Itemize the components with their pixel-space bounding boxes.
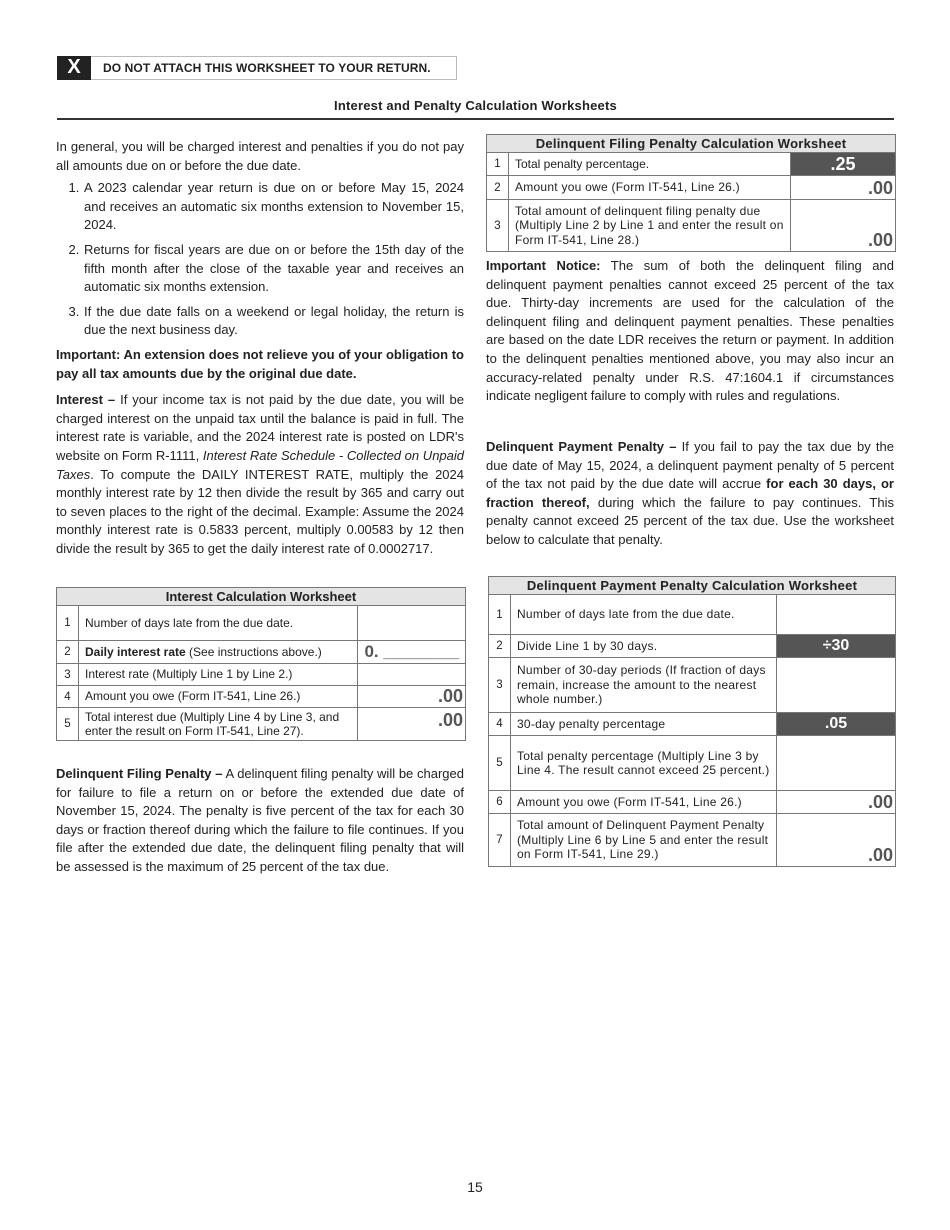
total-penalty-percentage-input[interactable] (777, 736, 896, 791)
line-label: Total penalty percentage (Multiply Line 3 by Line 4. The result cannot exceed 25 percent.) (511, 736, 777, 791)
line-number: 2 (487, 176, 509, 200)
amount-owed-input[interactable]: .00 (791, 176, 896, 200)
important-extension-note: Important: An extension does not relieve you of your obligation to pay all tax amounts due by the original due date. (56, 346, 464, 381)
table-row (489, 736, 896, 791)
dfp-text: A delinquent filing penalty will be charged for failure to file a return on or before the extended due date of November 15, 2024. The penalty is five percent of the tax for each 30 days or fraction thereof during which the failure to file continues. If you file after the extended due date, the delinquent filing penalty that will be assessed is the maximum of 25 percent of the tax due. (56, 766, 464, 874)
title-divider (57, 118, 894, 120)
penalty-percentage-value: .25 (791, 153, 896, 176)
left-column (56, 138, 464, 566)
list-item: 3. If the due date falls on a weekend or legal holiday, the return is due the next business day. (83, 303, 464, 340)
list-item: 1. A 2023 calendar year return is due on or before May 15, 2024 and receives an automatic six months extension to November 15, 2024. (83, 179, 464, 235)
line-number: 2 (57, 641, 79, 664)
line-label: Interest rate (Multiply Line 1 by Line 2.) (78, 664, 357, 686)
list-item: 2. Returns for fiscal years are due on or before the 15th day of the fifth month after the close of the taxable year and receives an automatic six months extension. (83, 241, 464, 297)
notice-heading: Important Notice: (486, 258, 601, 273)
amount-owed-input[interactable]: .00 (777, 791, 896, 814)
dpp-text-a: If you fail to pay the tax due by the due date of May 15, 2024, a delinquent payment penalty of 5 percent of the tax not paid by the due date will accrue (486, 439, 894, 492)
line-label: Total interest due (Multiply Line 4 by Line 3, and enter the result on Form IT-541, Line 27). (78, 708, 357, 741)
interest-calculation-worksheet (56, 587, 466, 741)
line-number: 1 (489, 595, 511, 635)
table-row (489, 713, 896, 736)
due-date-list (56, 179, 464, 340)
table-row (57, 708, 466, 741)
page-number: 15 (467, 1179, 483, 1195)
table-row (489, 595, 896, 635)
line-label: Total amount of delinquent filing penalty due (Multiply Line 2 by Line 1 and enter the result on Form IT-541, Line 28.) (509, 200, 791, 252)
line-label: Total penalty percentage. (509, 153, 791, 176)
interest-paragraph (56, 391, 464, 558)
interest-text-b: . To compute the DAILY INTEREST RATE, multiply the 2024 monthly interest rate by 12 then divide the result by 365 and carry out to seven places to the right of the decimal. Example: Assume the 2024 monthly interest rate is 0.5833 percent, multiply 0.00583 by 12 then divide the result by 365 to get the daily interest rate of 0.0002717. (56, 466, 464, 556)
table-row (489, 635, 896, 658)
dpp-heading: Delinquent Payment Penalty – (486, 439, 677, 454)
banner-text: DO NOT ATTACH THIS WORKSHEET TO YOUR RETURN. (103, 61, 431, 75)
line-label: Number of 30-day periods (If fraction of days remain, increase the amount to the nearest whole number.) (511, 658, 777, 713)
intro-paragraph: In general, you will be charged interest and penalties if you do not pay all amounts due on or before the due date. (56, 139, 464, 173)
periods-input[interactable] (777, 658, 896, 713)
table-row (57, 606, 466, 641)
line-label: Number of days late from the due date. (78, 606, 357, 641)
line-label-bold: Daily interest rate (84, 644, 186, 659)
amount-owed-input[interactable]: .00 (358, 686, 466, 708)
thirty-day-percentage-value: .05 (777, 713, 896, 736)
line-number: 7 (489, 814, 511, 867)
line-number: 2 (489, 635, 511, 658)
notice-text: The sum of both the delinquent filing and delinquent payment penalties cannot exceed 25 percent of the tax due. Thirty-day increments are used for the calculation of the delinquent filing and delinquent payment penalties. These penalties are based on the date LDR receives the return or payment. In addition to the delinquent penalties mentioned above, you may also incur an accuracy-related penalty under R.S. 47:1604.1 if circumstances indicate negligent failure to comply with rules and regulations. (486, 258, 894, 404)
interest-text-a: If your income tax is not paid by the due date, you will be charged interest on the unpaid tax until the balance is paid in full. The interest rate is variable, and the 2024 interest rate is posted on LDR's website on Form R-1111, (56, 392, 464, 463)
line-label: Number of days late from the due date. (511, 595, 777, 635)
dpp-text-b: during which the failure to pay continues. This penalty cannot exceed 25 percent of the tax due. Use the worksheet below to calculate that penalty. (486, 494, 894, 547)
table-row (487, 153, 896, 176)
important-notice-paragraph (486, 257, 894, 406)
line-label: Divide Line 1 by 30 days. (511, 635, 777, 658)
table-row (57, 686, 466, 708)
line-number: 3 (489, 658, 511, 713)
line-label: Amount you owe (Form IT-541, Line 26.) (511, 791, 777, 814)
table-row (489, 791, 896, 814)
dfp-heading: Delinquent Filing Penalty – (56, 766, 223, 781)
line-label: Amount you owe (Form IT-541, Line 26.) (509, 176, 791, 200)
delinquent-filing-penalty-worksheet (486, 134, 896, 252)
worksheet-title: Interest Calculation Worksheet (57, 588, 466, 606)
line-label: Total amount of Delinquent Payment Penalty (Multiply Line 6 by Line 5 and enter the result on Form IT-541, Line 29.) (511, 814, 777, 867)
delinquent-payment-penalty-worksheet (488, 576, 896, 867)
interest-heading: Interest – (56, 392, 116, 408)
line-label (78, 641, 357, 664)
filing-penalty-due-input[interactable]: .00 (791, 200, 896, 252)
days-late-input[interactable] (358, 606, 466, 641)
line-label-rest: (See instructions above.) (185, 644, 322, 659)
x-mark-icon: X (57, 56, 91, 80)
table-row (487, 200, 896, 252)
dpp-bold: for each 30 days, or fraction thereof, (486, 476, 894, 510)
total-interest-input[interactable]: .00 (358, 708, 466, 741)
line-number: 6 (489, 791, 511, 814)
table-row (489, 814, 896, 867)
line-number: 1 (487, 153, 509, 176)
interest-form-title: Interest Rate Schedule - Collected on Unpaid Taxes (56, 447, 464, 482)
table-row (487, 176, 896, 200)
do-not-attach-banner (57, 56, 457, 80)
line-number: 3 (487, 200, 509, 252)
line-number: 5 (489, 736, 511, 791)
line-number: 4 (489, 713, 511, 736)
line-number: 4 (57, 686, 79, 708)
page-title: Interest and Penalty Calculation Worksheets (334, 98, 617, 113)
line-number: 3 (57, 664, 79, 686)
worksheet-title: Delinquent Filing Penalty Calculation Worksheet (487, 135, 896, 153)
line-number: 5 (57, 708, 79, 741)
line-label: 30-day penalty percentage (511, 713, 777, 736)
daily-interest-rate-input[interactable]: 0. ________ (358, 641, 466, 664)
worksheet-title: Delinquent Payment Penalty Calculation Worksheet (489, 577, 896, 595)
line-label: Amount you owe (Form IT-541, Line 26.) (78, 686, 357, 708)
days-late-input[interactable] (777, 595, 896, 635)
table-row (489, 658, 896, 713)
line-number: 1 (57, 606, 79, 641)
table-row (57, 641, 466, 664)
payment-penalty-total-input[interactable]: .00 (777, 814, 896, 867)
divide-by-30-value: ÷30 (777, 635, 896, 658)
delinquent-filing-paragraph (56, 765, 464, 877)
table-row (57, 664, 466, 686)
interest-rate-input[interactable] (358, 664, 466, 686)
delinquent-payment-paragraph (486, 438, 894, 550)
